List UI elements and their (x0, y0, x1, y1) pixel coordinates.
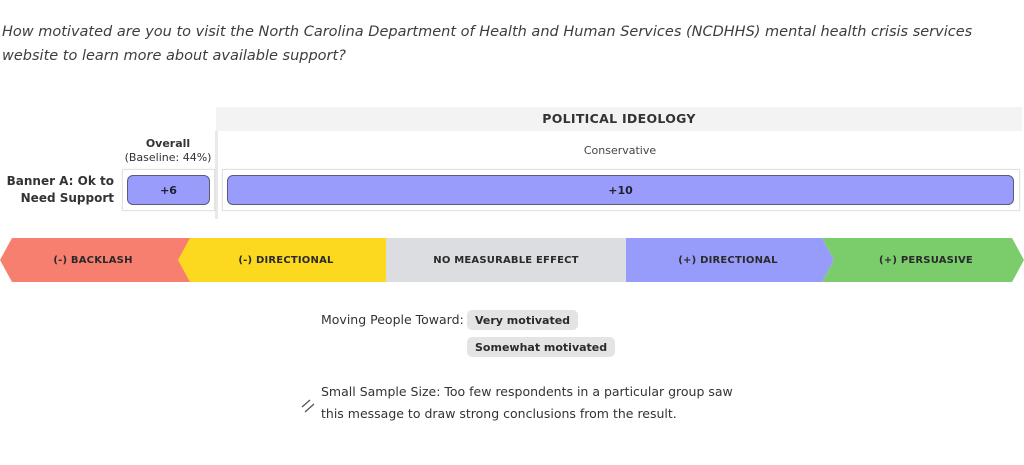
question-text: How motivated are you to visit the North Carolina Department of Health and Human Services (NCDHHS) mental health crisis services website to learn more about available support? (2, 24, 973, 64)
group-title: POLITICAL IDEOLOGY (542, 111, 696, 126)
scale-label-persuasive: (+) PERSUASIVE (879, 254, 973, 266)
overall-title: Overall (145, 137, 191, 150)
overall-effect-pill: +6 (127, 175, 210, 205)
subgroup-header-conservative: Conservative (583, 144, 657, 157)
moving-people-label: Moving People Toward: (321, 312, 464, 327)
row-label: Banner A: Ok to Need Support (6, 174, 114, 205)
scale-label-neg-directional: (-) DIRECTIONAL (238, 254, 334, 266)
chip-somewhat-motivated: Somewhat motivated (467, 337, 615, 357)
effect-scale-legend (0, 238, 1024, 282)
overall-baseline: (Baseline: 44%) (124, 151, 212, 164)
scale-label-pos-directional: (+) DIRECTIONAL (678, 254, 778, 266)
conservative-cell[interactable] (222, 169, 1020, 211)
overall-header (122, 137, 214, 165)
overall-cell[interactable] (122, 169, 215, 211)
column-divider (215, 131, 218, 219)
scale-label-backlash: (-) BACKLASH (53, 254, 133, 266)
small-sample-note: Small Sample Size: Too few respondents in a particular group saw this message to draw strong conclusions from the result. (321, 384, 733, 421)
hatch-lines-icon (300, 398, 316, 414)
scale-label-no-effect: NO MEASURABLE EFFECT (433, 254, 579, 266)
chip-very-motivated: Very motivated (467, 310, 578, 330)
conservative-effect-pill: +10 (227, 175, 1014, 205)
